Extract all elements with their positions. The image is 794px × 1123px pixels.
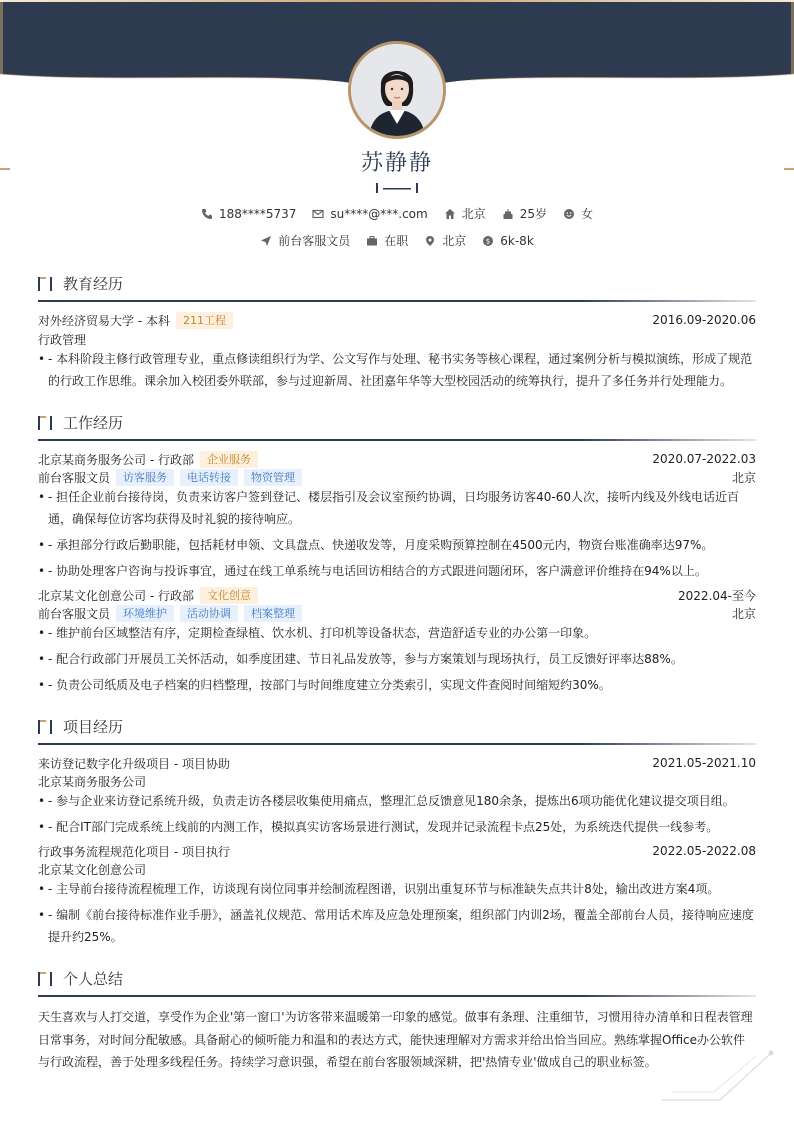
section-marker-icon [38,416,52,430]
avatar [348,41,446,139]
section-divider [38,743,756,745]
section-marker-icon [38,277,52,291]
age-info: 25岁 [502,205,547,222]
skill-tag: 电话转接 [180,469,238,486]
candidate-name: 苏静静 [360,151,433,176]
project-header [38,842,756,860]
phone-info: 188****5737 [201,207,296,221]
education-date: 2016.09-2020.06 [652,313,756,327]
mail-icon [312,208,324,220]
skill-tag: 访客服务 [116,469,174,486]
section-summary [38,968,756,992]
section-marker-icon [38,720,52,734]
industry-tag: 企业服务 [200,451,258,468]
education-major-row [38,330,756,348]
location-icon [424,235,436,247]
section-divider [38,300,756,302]
section-title-label: 工作经历 [63,414,124,432]
section-title-label: 项目经历 [63,718,124,736]
briefcase-icon [366,235,378,247]
corner-decoration [660,1048,780,1108]
school-name: 对外经济贸易大学 - 本科 [38,313,170,328]
work-role-row [38,468,756,486]
project-bullet: • - 主导前台接待流程梳理工作，访谈现有岗位同事并绘制流程图谱，识别出重复环节与标准缺失点共计8处，输出改进方案4项。 [38,878,756,900]
industry-tag: 文化创意 [200,587,258,604]
skill-tag: 环境维护 [116,605,174,622]
home-icon [444,208,456,220]
work-bullet: • - 配合行政部门开展员工关怀活动，如季度团建、节日礼品发放等，参与方案策划与现场执行，员工反馈好评率达88%。 [38,648,756,670]
job-role: 前台客服文员 [38,470,111,485]
gender-info: 女 [563,205,593,222]
project-header [38,754,756,772]
work-bullet: • - 维护前台区域整洁有序，定期检查绿植、饮水机、打印机等设备状态，营造舒适专业的办公第一印象。 [38,622,756,644]
section-work [38,412,756,436]
work-bullet: • - 负责公司纸质及电子档案的归档整理，按部门与时间维度建立分类索引，实现文件查阅时间缩短约30%。 [38,674,756,696]
project-date: 2021.05-2021.10 [652,756,756,770]
intent-city-info: 北京 [424,232,466,249]
svg-text:$: $ [486,237,491,245]
summary-text: 天生喜欢与人打交道，享受作为企业'第一窗口'为访客带来温暖第一印象的感觉。做事有条理、注重细节，习惯用待办清单和日程表管理日常事务，对时间分配敏感。具备耐心的倾听能力和温和的表达方式，能快速理解对方需求并给出恰当回应。熟练掌握Office办公软件与行政流程，善于处理多线程任务。持续学习意识强，希望在前台客服领域深耕，把'热情专业'做成自己的职业标签。 [38,1010,753,1069]
cake-icon [502,208,514,220]
section-marker-icon [38,972,52,986]
smile-icon [563,208,575,220]
project-bullet: • - 参与企业来访登记系统升级，负责走访各楼层收集使用痛点，整理汇总反馈意见180余条，提炼出6项功能优化建议提交项目组。 [38,790,756,812]
phone-icon [201,208,213,220]
project-title: 行政事务流程规范化项目 - 项目执行 [38,844,230,859]
work-header [38,450,756,468]
work-role-row [38,604,756,622]
work-bullet: • - 担任企业前台接待岗，负责来访客户签到登记、楼层指引及会议室预约协调，日均服务访客40-60人次，接听内线及外线电话近百通，确保每位访客均获得及时礼貌的接待响应。 [38,486,756,530]
section-divider [38,995,756,997]
project-org: 北京某文化创意公司 [38,862,147,877]
city-info: 北京 [444,205,486,222]
section-title-label: 教育经历 [63,275,124,293]
contact-info-row [0,205,794,222]
skill-tag: 物资管理 [244,469,302,486]
project-date: 2022.05-2022.08 [652,844,756,858]
work-header [38,586,756,604]
position-info: 前台客服文员 [260,232,350,249]
work-bullet: • - 承担部分行政后勤职能，包括耗材申领、文具盘点、快递收发等，月度采购预算控制在4500元内，物资台账准确率达97%。 [38,534,756,556]
section-project [38,716,756,740]
section-education [38,273,756,297]
intent-info-row [0,232,794,249]
education-header [38,311,756,329]
work-bullet: • - 协助处理客户咨询与投诉事宜，通过在线工单系统与电话回访相结合的方式跟进问题闭环，客户满意评价维持在94%以上。 [38,560,756,582]
project-title: 来访登记数字化升级项目 - 项目协助 [38,756,230,771]
project-bullet: • - 配合IT部门完成系统上线前的内测工作，模拟真实访客场景进行测试，发现并记录流程卡点25处，为系统迭代提供一线参考。 [38,816,756,838]
section-divider [38,439,756,441]
work-date: 2022.04-至今 [678,588,756,603]
money-icon [482,235,494,247]
school-tag: 211工程 [176,312,233,329]
email-info: su****@***.com [312,207,427,221]
work-city: 北京 [731,606,756,621]
job-role: 前台客服文员 [38,606,111,621]
project-org-row [38,772,756,790]
salary-info: $ 6k-8k [482,234,534,248]
skill-tag: 档案整理 [244,605,302,622]
name-divider [376,182,418,194]
project-bullet: • - 编制《前台接待标准作业手册》，涵盖礼仪规范、常用话术库及应急处理预案，组织部门内训2场，覆盖全部前台人员，接待响应速度提升约25%。 [38,904,756,948]
education-bullet: • - 本科阶段主修行政管理专业，重点修读组织行为学、公文写作与处理、秘书实务等核心课程，通过案例分析与模拟演练，形成了规范的行政工作思维。课余加入校团委外联部，参与过迎新周、社团嘉年华等大型校园活动的统筹执行，提升了多任务并行处理能力。 [38,348,756,392]
skill-tag: 活动协调 [180,605,238,622]
project-org: 北京某商务服务公司 [38,774,147,789]
work-date: 2020.07-2022.03 [652,452,756,466]
avatar-portrait [351,44,443,136]
education-major: 行政管理 [38,332,87,347]
work-city: 北京 [731,470,756,485]
status-info: 在职 [366,232,408,249]
company-name: 北京某文化创意公司 - 行政部 [38,588,194,603]
send-icon [260,235,272,247]
project-org-row [38,860,756,878]
company-name: 北京某商务服务公司 - 行政部 [38,452,194,467]
section-title-label: 个人总结 [63,970,124,988]
